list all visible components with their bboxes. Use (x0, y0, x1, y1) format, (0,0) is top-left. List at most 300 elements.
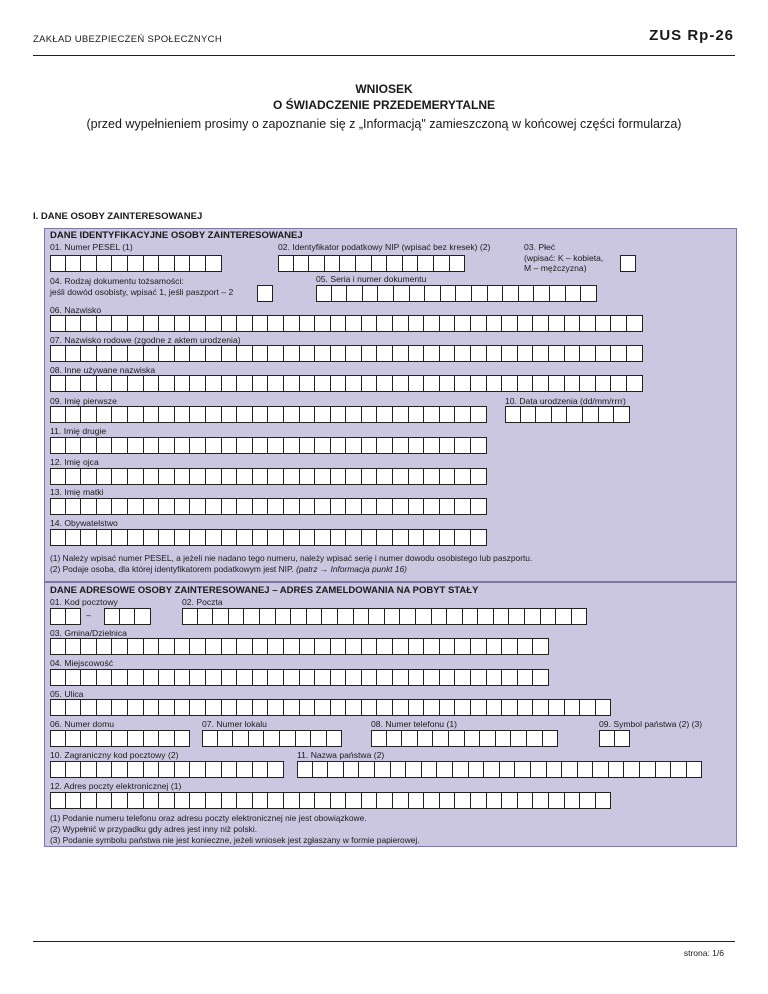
char-box[interactable] (487, 638, 503, 655)
char-box[interactable] (81, 699, 97, 716)
char-box[interactable] (175, 345, 191, 362)
char-box[interactable] (488, 285, 504, 302)
char-box[interactable] (66, 437, 82, 454)
char-box[interactable] (393, 375, 409, 392)
char-box[interactable] (455, 529, 471, 546)
mother-name-field[interactable] (50, 498, 487, 515)
char-box[interactable] (502, 375, 518, 392)
char-box[interactable] (50, 699, 66, 716)
char-box[interactable] (547, 761, 563, 778)
char-box[interactable] (434, 255, 450, 272)
char-box[interactable] (362, 529, 378, 546)
char-box[interactable] (346, 792, 362, 809)
char-box[interactable] (175, 699, 191, 716)
char-box[interactable] (66, 529, 82, 546)
char-box[interactable] (549, 699, 565, 716)
char-box[interactable] (455, 638, 471, 655)
char-box[interactable] (97, 761, 113, 778)
char-box[interactable] (253, 669, 269, 686)
char-box[interactable] (346, 406, 362, 423)
char-box[interactable] (97, 468, 113, 485)
char-box[interactable] (182, 608, 198, 625)
char-box[interactable] (206, 315, 222, 332)
char-box[interactable] (347, 285, 363, 302)
char-box[interactable] (66, 699, 82, 716)
char-box[interactable] (97, 699, 113, 716)
char-box[interactable] (315, 375, 331, 392)
char-box[interactable] (611, 315, 627, 332)
char-box[interactable] (572, 608, 588, 625)
char-box[interactable] (375, 761, 391, 778)
char-box[interactable] (253, 375, 269, 392)
char-box[interactable] (371, 730, 387, 747)
char-box[interactable] (556, 608, 572, 625)
char-box[interactable] (424, 498, 440, 515)
char-box[interactable] (222, 468, 238, 485)
char-box[interactable] (206, 669, 222, 686)
char-box[interactable] (377, 437, 393, 454)
char-box[interactable] (284, 315, 300, 332)
char-box[interactable] (331, 345, 347, 362)
char-box[interactable] (596, 345, 612, 362)
char-box[interactable] (377, 315, 393, 332)
char-box[interactable] (580, 699, 596, 716)
char-box[interactable] (359, 761, 375, 778)
char-box[interactable] (206, 699, 222, 716)
char-box[interactable] (190, 375, 206, 392)
char-box[interactable] (284, 406, 300, 423)
char-box[interactable] (112, 255, 128, 272)
char-box[interactable] (50, 498, 66, 515)
char-box[interactable] (284, 792, 300, 809)
char-box[interactable] (519, 285, 535, 302)
char-box[interactable] (159, 406, 175, 423)
char-box[interactable] (424, 669, 440, 686)
char-box[interactable] (50, 529, 66, 546)
char-box[interactable] (440, 638, 456, 655)
char-box[interactable] (237, 406, 253, 423)
char-box[interactable] (313, 761, 329, 778)
char-box[interactable] (66, 406, 82, 423)
char-box[interactable] (97, 345, 113, 362)
char-box[interactable] (144, 761, 160, 778)
char-box[interactable] (268, 437, 284, 454)
char-box[interactable] (402, 730, 418, 747)
char-box[interactable] (440, 468, 456, 485)
char-box[interactable] (159, 345, 175, 362)
char-box[interactable] (66, 792, 82, 809)
country-name-field[interactable] (297, 761, 702, 778)
char-box[interactable] (565, 315, 581, 332)
char-box[interactable] (50, 638, 66, 655)
char-box[interactable] (518, 345, 534, 362)
char-box[interactable] (175, 498, 191, 515)
char-box[interactable] (144, 345, 160, 362)
char-box[interactable] (518, 669, 534, 686)
char-box[interactable] (300, 406, 316, 423)
char-box[interactable] (418, 730, 434, 747)
char-box[interactable] (502, 638, 518, 655)
char-box[interactable] (478, 608, 494, 625)
char-box[interactable] (81, 638, 97, 655)
flat-number-field[interactable] (202, 730, 342, 747)
char-box[interactable] (362, 437, 378, 454)
char-box[interactable] (104, 608, 120, 625)
char-box[interactable] (471, 669, 487, 686)
char-box[interactable] (362, 699, 378, 716)
char-box[interactable] (128, 699, 144, 716)
char-box[interactable] (112, 345, 128, 362)
char-box[interactable] (362, 406, 378, 423)
char-box[interactable] (416, 608, 432, 625)
char-box[interactable] (331, 315, 347, 332)
char-box[interactable] (346, 699, 362, 716)
char-box[interactable] (503, 285, 519, 302)
char-box[interactable] (315, 638, 331, 655)
char-box[interactable] (533, 315, 549, 332)
char-box[interactable] (440, 669, 456, 686)
char-box[interactable] (175, 792, 191, 809)
char-box[interactable] (222, 792, 238, 809)
char-box[interactable] (453, 761, 469, 778)
char-box[interactable] (284, 498, 300, 515)
char-box[interactable] (300, 498, 316, 515)
char-box[interactable] (112, 468, 128, 485)
char-box[interactable] (284, 529, 300, 546)
char-box[interactable] (229, 608, 245, 625)
char-box[interactable] (344, 761, 360, 778)
char-box[interactable] (455, 406, 471, 423)
char-box[interactable] (565, 375, 581, 392)
char-box[interactable] (471, 315, 487, 332)
char-box[interactable] (469, 761, 485, 778)
char-box[interactable] (385, 608, 401, 625)
char-box[interactable] (393, 498, 409, 515)
char-box[interactable] (144, 669, 160, 686)
char-box[interactable] (294, 255, 310, 272)
char-box[interactable] (120, 608, 136, 625)
char-box[interactable] (315, 468, 331, 485)
char-box[interactable] (424, 315, 440, 332)
char-box[interactable] (394, 285, 410, 302)
char-box[interactable] (440, 375, 456, 392)
char-box[interactable] (81, 255, 97, 272)
char-box[interactable] (580, 345, 596, 362)
char-box[interactable] (437, 761, 453, 778)
char-box[interactable] (393, 468, 409, 485)
char-box[interactable] (502, 345, 518, 362)
char-box[interactable] (471, 699, 487, 716)
char-box[interactable] (202, 730, 218, 747)
char-box[interactable] (222, 699, 238, 716)
char-box[interactable] (222, 669, 238, 686)
char-box[interactable] (534, 285, 550, 302)
char-box[interactable] (66, 498, 82, 515)
other-surnames-field[interactable] (50, 375, 643, 392)
char-box[interactable] (331, 792, 347, 809)
char-box[interactable] (331, 468, 347, 485)
char-box[interactable] (377, 792, 393, 809)
char-box[interactable] (206, 375, 222, 392)
char-box[interactable] (268, 406, 284, 423)
char-box[interactable] (609, 761, 625, 778)
char-box[interactable] (300, 315, 316, 332)
document-number-field[interactable] (316, 285, 597, 302)
postcode-first-field[interactable] (50, 608, 81, 625)
char-box[interactable] (253, 345, 269, 362)
char-box[interactable] (159, 529, 175, 546)
char-box[interactable] (159, 792, 175, 809)
char-box[interactable] (253, 699, 269, 716)
char-box[interactable] (505, 406, 521, 423)
char-box[interactable] (66, 468, 82, 485)
char-box[interactable] (494, 608, 510, 625)
char-box[interactable] (81, 669, 97, 686)
char-box[interactable] (144, 699, 160, 716)
char-box[interactable] (253, 761, 269, 778)
char-box[interactable] (128, 669, 144, 686)
char-box[interactable] (280, 730, 296, 747)
char-box[interactable] (440, 529, 456, 546)
char-box[interactable] (81, 529, 97, 546)
commune-field[interactable] (50, 638, 549, 655)
father-name-field[interactable] (50, 468, 487, 485)
char-box[interactable] (500, 761, 516, 778)
char-box[interactable] (128, 761, 144, 778)
char-box[interactable] (362, 315, 378, 332)
char-box[interactable] (640, 761, 656, 778)
char-box[interactable] (128, 730, 144, 747)
char-box[interactable] (450, 255, 466, 272)
char-box[interactable] (549, 375, 565, 392)
char-box[interactable] (346, 529, 362, 546)
postcode-second-field[interactable] (104, 608, 151, 625)
char-box[interactable] (144, 638, 160, 655)
char-box[interactable] (620, 255, 636, 272)
char-box[interactable] (567, 406, 583, 423)
char-box[interactable] (190, 498, 206, 515)
char-box[interactable] (175, 638, 191, 655)
char-box[interactable] (128, 638, 144, 655)
char-box[interactable] (596, 315, 612, 332)
sex-field[interactable] (620, 255, 636, 272)
char-box[interactable] (50, 468, 66, 485)
char-box[interactable] (362, 345, 378, 362)
char-box[interactable] (260, 608, 276, 625)
char-box[interactable] (159, 730, 175, 747)
char-box[interactable] (331, 375, 347, 392)
char-box[interactable] (253, 498, 269, 515)
char-box[interactable] (424, 406, 440, 423)
char-box[interactable] (656, 761, 672, 778)
char-box[interactable] (159, 255, 175, 272)
char-box[interactable] (393, 669, 409, 686)
char-box[interactable] (190, 669, 206, 686)
char-box[interactable] (424, 638, 440, 655)
char-box[interactable] (81, 761, 97, 778)
char-box[interactable] (264, 730, 280, 747)
char-box[interactable] (159, 468, 175, 485)
char-box[interactable] (300, 468, 316, 485)
char-box[interactable] (81, 498, 97, 515)
foreign-postcode-field[interactable] (50, 761, 284, 778)
char-box[interactable] (190, 792, 206, 809)
char-box[interactable] (300, 792, 316, 809)
char-box[interactable] (291, 608, 307, 625)
char-box[interactable] (315, 437, 331, 454)
phone-number-field[interactable] (371, 730, 558, 747)
char-box[interactable] (307, 608, 323, 625)
char-box[interactable] (552, 406, 568, 423)
char-box[interactable] (393, 792, 409, 809)
char-box[interactable] (440, 498, 456, 515)
char-box[interactable] (190, 437, 206, 454)
char-box[interactable] (580, 792, 596, 809)
char-box[interactable] (377, 345, 393, 362)
char-box[interactable] (50, 669, 66, 686)
char-box[interactable] (97, 375, 113, 392)
char-box[interactable] (346, 315, 362, 332)
char-box[interactable] (346, 498, 362, 515)
char-box[interactable] (611, 375, 627, 392)
char-box[interactable] (112, 529, 128, 546)
char-box[interactable] (268, 699, 284, 716)
char-box[interactable] (144, 468, 160, 485)
char-box[interactable] (533, 638, 549, 655)
char-box[interactable] (409, 406, 425, 423)
post-office-field[interactable] (182, 608, 587, 625)
char-box[interactable] (198, 608, 214, 625)
char-box[interactable] (487, 699, 503, 716)
char-box[interactable] (213, 608, 229, 625)
pesel-field[interactable] (50, 255, 222, 272)
char-box[interactable] (356, 255, 372, 272)
char-box[interactable] (97, 529, 113, 546)
char-box[interactable] (97, 792, 113, 809)
char-box[interactable] (206, 792, 222, 809)
char-box[interactable] (471, 498, 487, 515)
char-box[interactable] (81, 315, 97, 332)
char-box[interactable] (377, 468, 393, 485)
char-box[interactable] (284, 468, 300, 485)
char-box[interactable] (331, 638, 347, 655)
document-type-field[interactable] (257, 285, 273, 302)
char-box[interactable] (144, 406, 160, 423)
char-box[interactable] (533, 699, 549, 716)
char-box[interactable] (237, 761, 253, 778)
char-box[interactable] (377, 498, 393, 515)
char-box[interactable] (471, 345, 487, 362)
char-box[interactable] (175, 761, 191, 778)
char-box[interactable] (190, 468, 206, 485)
char-box[interactable] (362, 375, 378, 392)
char-box[interactable] (218, 730, 234, 747)
char-box[interactable] (502, 315, 518, 332)
char-box[interactable] (531, 761, 547, 778)
char-box[interactable] (112, 315, 128, 332)
char-box[interactable] (377, 375, 393, 392)
char-box[interactable] (206, 255, 222, 272)
char-box[interactable] (81, 345, 97, 362)
char-box[interactable] (175, 730, 191, 747)
char-box[interactable] (112, 437, 128, 454)
char-box[interactable] (144, 437, 160, 454)
char-box[interactable] (159, 761, 175, 778)
char-box[interactable] (671, 761, 687, 778)
char-box[interactable] (327, 730, 343, 747)
char-box[interactable] (300, 669, 316, 686)
locality-field[interactable] (50, 669, 549, 686)
char-box[interactable] (159, 669, 175, 686)
char-box[interactable] (346, 345, 362, 362)
char-box[interactable] (511, 730, 527, 747)
char-box[interactable] (222, 761, 238, 778)
char-box[interactable] (409, 669, 425, 686)
char-box[interactable] (284, 669, 300, 686)
char-box[interactable] (447, 608, 463, 625)
char-box[interactable] (50, 375, 66, 392)
char-box[interactable] (393, 638, 409, 655)
char-box[interactable] (549, 345, 565, 362)
char-box[interactable] (112, 375, 128, 392)
char-box[interactable] (50, 437, 66, 454)
country-symbol-field[interactable] (599, 730, 630, 747)
char-box[interactable] (409, 529, 425, 546)
char-box[interactable] (578, 761, 594, 778)
char-box[interactable] (315, 498, 331, 515)
char-box[interactable] (541, 608, 557, 625)
char-box[interactable] (253, 638, 269, 655)
char-box[interactable] (284, 437, 300, 454)
char-box[interactable] (472, 285, 488, 302)
char-box[interactable] (440, 406, 456, 423)
char-box[interactable] (393, 406, 409, 423)
char-box[interactable] (391, 761, 407, 778)
char-box[interactable] (418, 255, 434, 272)
char-box[interactable] (377, 699, 393, 716)
surname-field[interactable] (50, 315, 643, 332)
char-box[interactable] (377, 669, 393, 686)
char-box[interactable] (455, 669, 471, 686)
char-box[interactable] (128, 529, 144, 546)
char-box[interactable] (527, 730, 543, 747)
char-box[interactable] (144, 315, 160, 332)
char-box[interactable] (583, 406, 599, 423)
nip-field[interactable] (278, 255, 465, 272)
char-box[interactable] (403, 255, 419, 272)
char-box[interactable] (190, 529, 206, 546)
char-box[interactable] (66, 608, 82, 625)
char-box[interactable] (50, 792, 66, 809)
char-box[interactable] (346, 437, 362, 454)
char-box[interactable] (175, 437, 191, 454)
char-box[interactable] (440, 315, 456, 332)
char-box[interactable] (50, 730, 66, 747)
char-box[interactable] (484, 761, 500, 778)
char-box[interactable] (596, 792, 612, 809)
char-box[interactable] (66, 730, 82, 747)
char-box[interactable] (206, 638, 222, 655)
char-box[interactable] (502, 699, 518, 716)
char-box[interactable] (409, 437, 425, 454)
char-box[interactable] (409, 792, 425, 809)
char-box[interactable] (332, 285, 348, 302)
char-box[interactable] (66, 638, 82, 655)
char-box[interactable] (614, 406, 630, 423)
char-box[interactable] (346, 638, 362, 655)
char-box[interactable] (206, 761, 222, 778)
char-box[interactable] (297, 761, 313, 778)
